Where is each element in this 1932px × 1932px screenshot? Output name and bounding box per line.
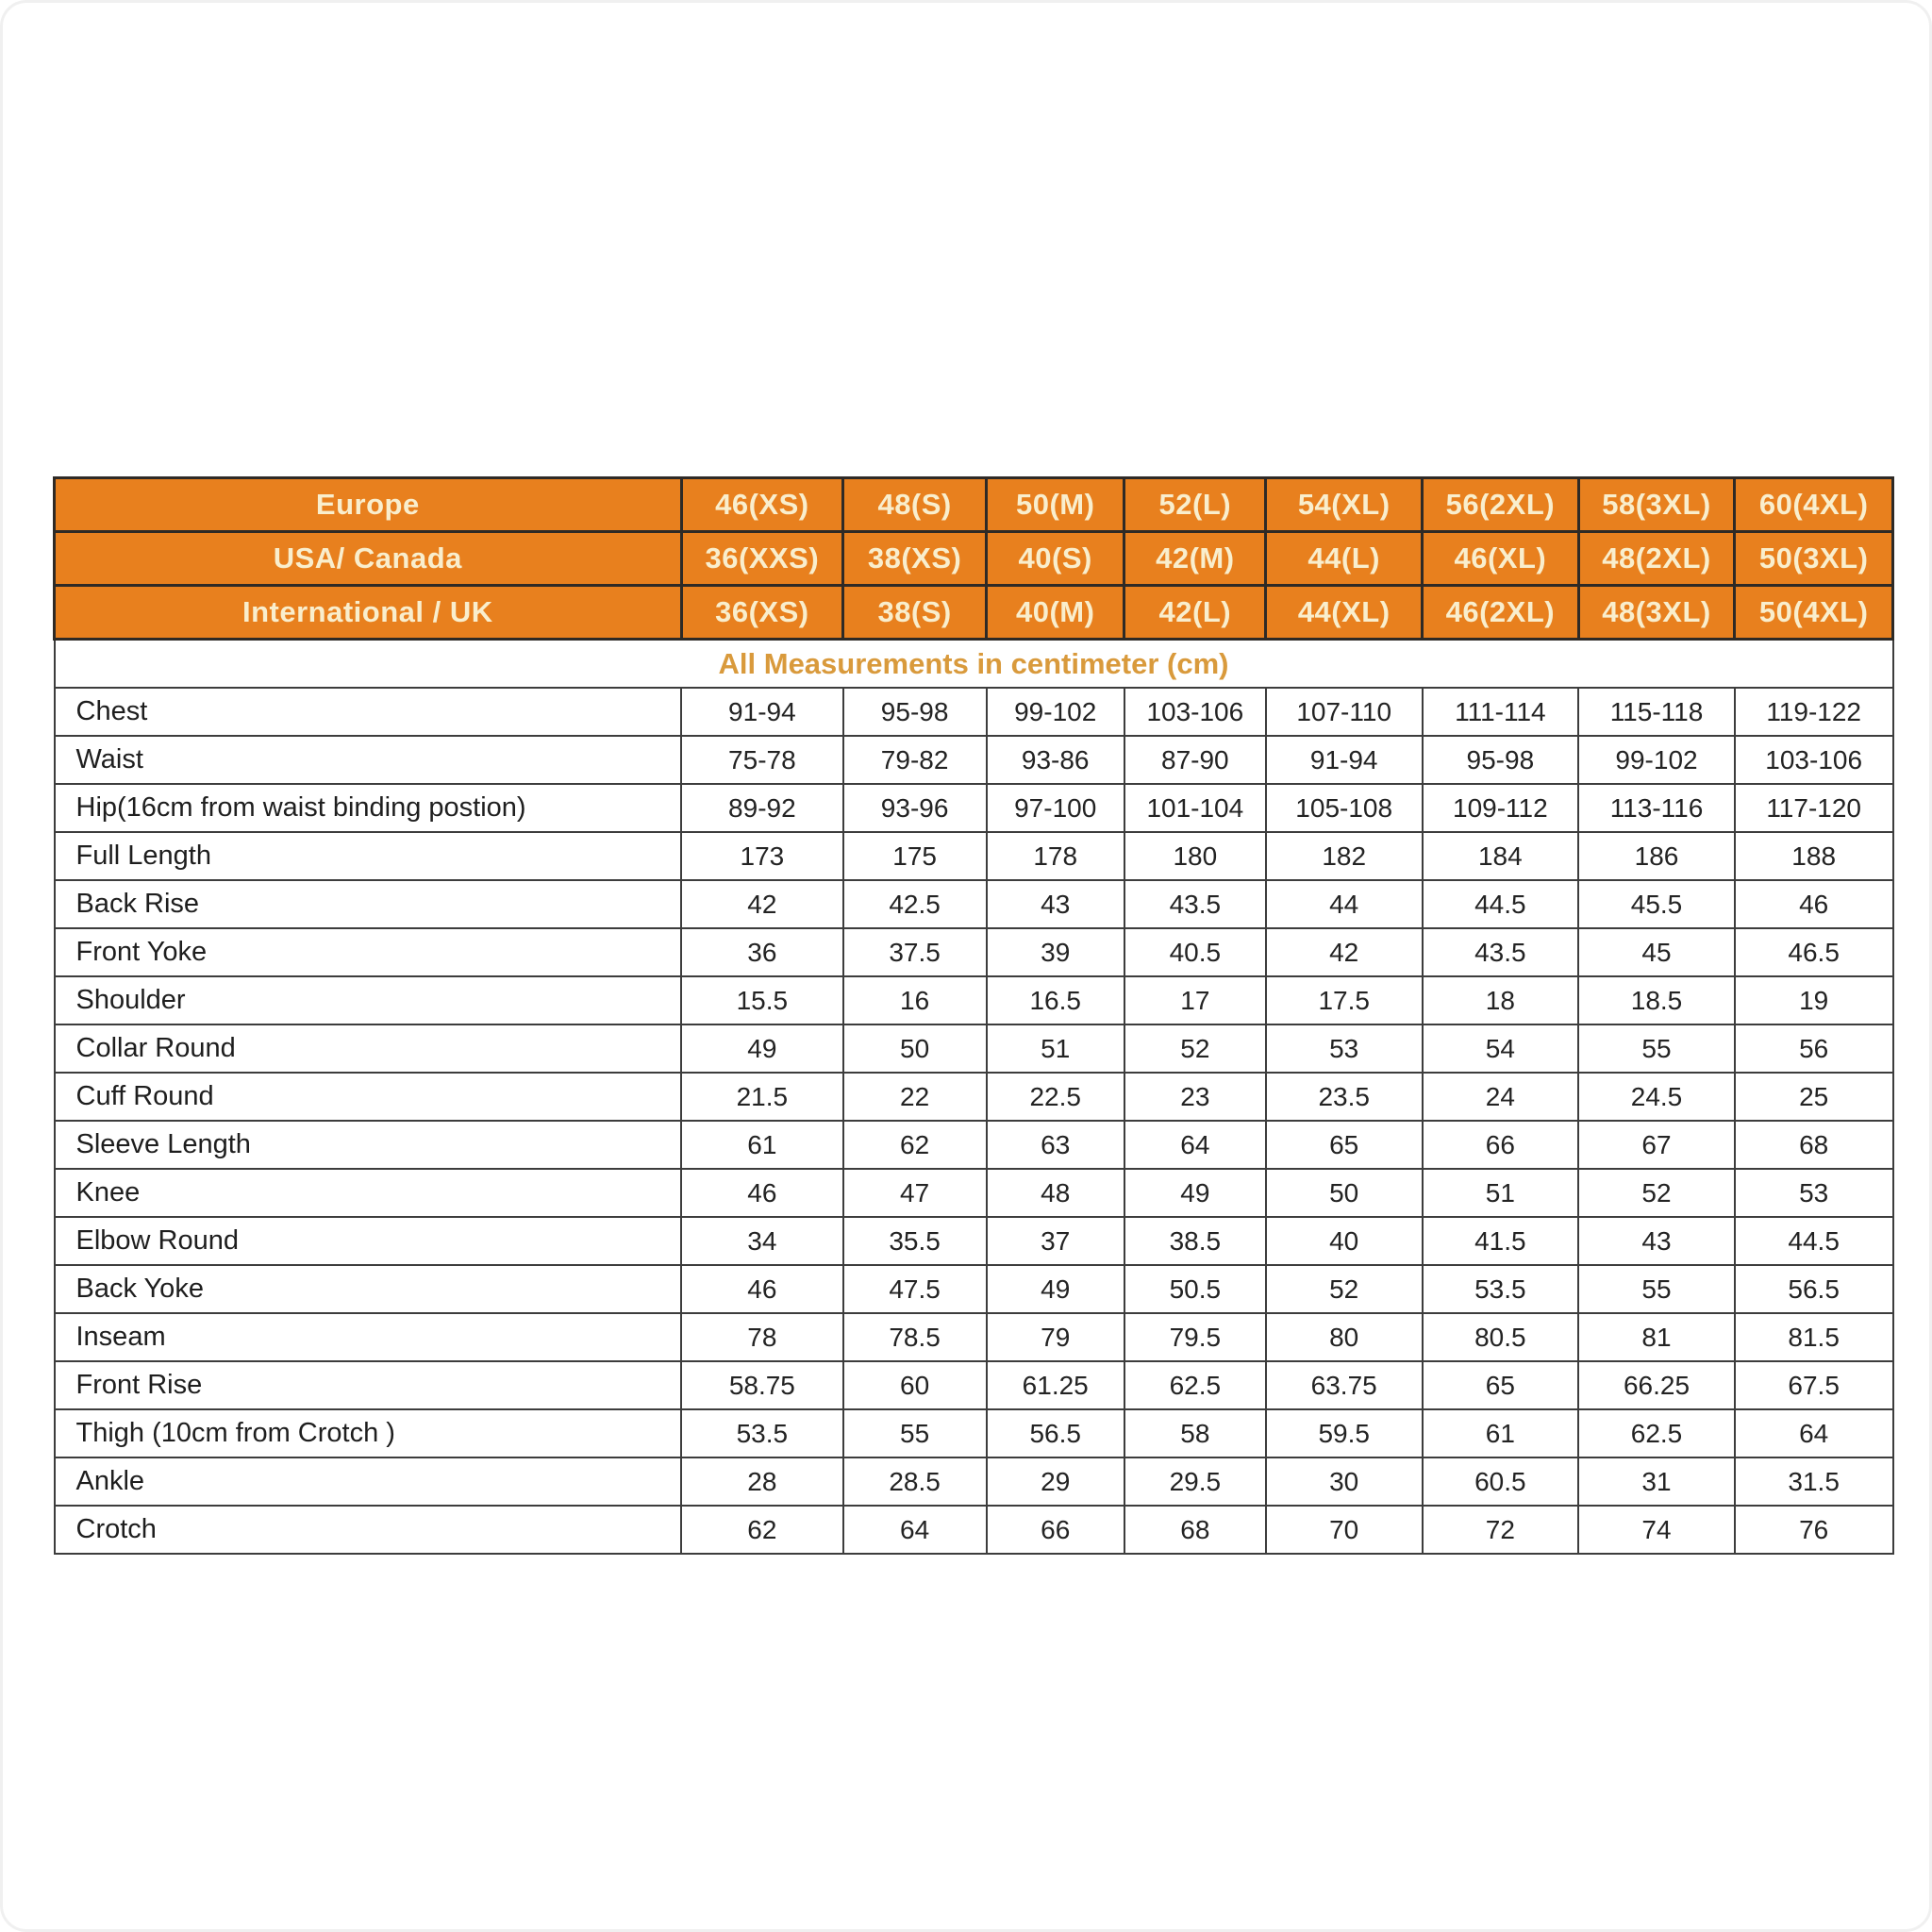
measurement-row [55,1073,1893,1121]
size-chart [53,476,1894,1555]
value-cell: 62 [681,1506,843,1554]
value-cell: 99-102 [987,688,1124,736]
measurement-row [55,1457,1893,1506]
value-cell: 52 [1578,1169,1735,1217]
value-cell: 79.5 [1124,1313,1266,1361]
size-cell: 48(2XL) [1578,532,1735,586]
value-cell: 60.5 [1423,1457,1579,1506]
measurement-row [55,1361,1893,1409]
size-system-label: USA/ Canada [55,532,682,586]
value-cell: 30 [1266,1457,1423,1506]
value-cell: 42.5 [843,880,987,928]
value-cell: 81 [1578,1313,1735,1361]
measurement-row [55,1409,1893,1457]
measurement-row [55,976,1893,1024]
measurement-label: Collar Round [55,1024,682,1073]
value-cell: 18.5 [1578,976,1735,1024]
value-cell: 17.5 [1266,976,1423,1024]
value-cell: 61.25 [987,1361,1124,1409]
value-cell: 55 [843,1409,987,1457]
value-cell: 48 [987,1169,1124,1217]
value-cell: 43 [987,880,1124,928]
value-cell: 47 [843,1169,987,1217]
value-cell: 43 [1578,1217,1735,1265]
value-cell: 58 [1124,1409,1266,1457]
value-cell: 182 [1266,832,1423,880]
value-cell: 173 [681,832,843,880]
size-cell: 36(XS) [681,586,843,640]
value-cell: 51 [1423,1169,1579,1217]
value-cell: 21.5 [681,1073,843,1121]
value-cell: 37.5 [843,928,987,976]
value-cell: 115-118 [1578,688,1735,736]
value-cell: 24.5 [1578,1073,1735,1121]
value-cell: 45.5 [1578,880,1735,928]
value-cell: 40.5 [1124,928,1266,976]
measurement-row [55,1217,1893,1265]
measurement-row [55,1265,1893,1313]
size-cell: 48(3XL) [1578,586,1735,640]
measurement-row [55,1313,1893,1361]
value-cell: 97-100 [987,784,1124,832]
value-cell: 53.5 [681,1409,843,1457]
value-cell: 17 [1124,976,1266,1024]
measurements-body [55,640,1893,1555]
measurement-label: Crotch [55,1506,682,1554]
value-cell: 93-86 [987,736,1124,784]
measurement-note-row [55,640,1893,689]
measurement-label: Shoulder [55,976,682,1024]
value-cell: 117-120 [1735,784,1893,832]
value-cell: 75-78 [681,736,843,784]
size-system-row-2 [55,586,1893,640]
value-cell: 23.5 [1266,1073,1423,1121]
value-cell: 28.5 [843,1457,987,1506]
value-cell: 64 [1735,1409,1893,1457]
value-cell: 42 [1266,928,1423,976]
size-cell: 48(S) [843,478,987,532]
value-cell: 44.5 [1735,1217,1893,1265]
value-cell: 175 [843,832,987,880]
value-cell: 111-114 [1423,688,1579,736]
value-cell: 78 [681,1313,843,1361]
value-cell: 49 [987,1265,1124,1313]
measurement-label: Ankle [55,1457,682,1506]
measurement-label: Back Yoke [55,1265,682,1313]
value-cell: 44.5 [1423,880,1579,928]
value-cell: 67 [1578,1121,1735,1169]
value-cell: 113-116 [1578,784,1735,832]
measurement-label: Cuff Round [55,1073,682,1121]
value-cell: 80.5 [1423,1313,1579,1361]
value-cell: 101-104 [1124,784,1266,832]
value-cell: 56.5 [987,1409,1124,1457]
value-cell: 178 [987,832,1124,880]
value-cell: 184 [1423,832,1579,880]
value-cell: 79-82 [843,736,987,784]
value-cell: 61 [1423,1409,1579,1457]
value-cell: 43.5 [1124,880,1266,928]
value-cell: 119-122 [1735,688,1893,736]
size-system-label: International / UK [55,586,682,640]
value-cell: 67.5 [1735,1361,1893,1409]
value-cell: 53 [1266,1024,1423,1073]
value-cell: 45 [1578,928,1735,976]
value-cell: 28 [681,1457,843,1506]
measurement-label: Back Rise [55,880,682,928]
value-cell: 31 [1578,1457,1735,1506]
value-cell: 65 [1266,1121,1423,1169]
measurement-note: All Measurements in centimeter (cm) [55,640,1893,689]
size-cell: 56(2XL) [1423,478,1579,532]
value-cell: 29 [987,1457,1124,1506]
size-systems-header [55,478,1893,640]
value-cell: 93-96 [843,784,987,832]
size-system-row-1 [55,532,1893,586]
value-cell: 55 [1578,1265,1735,1313]
value-cell: 62.5 [1578,1409,1735,1457]
value-cell: 39 [987,928,1124,976]
value-cell: 76 [1735,1506,1893,1554]
value-cell: 89-92 [681,784,843,832]
value-cell: 49 [681,1024,843,1073]
value-cell: 188 [1735,832,1893,880]
measurement-row [55,736,1893,784]
value-cell: 109-112 [1423,784,1579,832]
value-cell: 60 [843,1361,987,1409]
value-cell: 87-90 [1124,736,1266,784]
value-cell: 105-108 [1266,784,1423,832]
measurement-label: Chest [55,688,682,736]
value-cell: 52 [1124,1024,1266,1073]
value-cell: 18 [1423,976,1579,1024]
value-cell: 56 [1735,1024,1893,1073]
value-cell: 43.5 [1423,928,1579,976]
value-cell: 19 [1735,976,1893,1024]
value-cell: 40 [1266,1217,1423,1265]
value-cell: 63 [987,1121,1124,1169]
size-cell: 46(XL) [1423,532,1579,586]
value-cell: 95-98 [843,688,987,736]
size-system-row-0 [55,478,1893,532]
value-cell: 99-102 [1578,736,1735,784]
value-cell: 24 [1423,1073,1579,1121]
value-cell: 103-106 [1735,736,1893,784]
value-cell: 34 [681,1217,843,1265]
value-cell: 68 [1124,1506,1266,1554]
value-cell: 70 [1266,1506,1423,1554]
measurement-label: Front Yoke [55,928,682,976]
value-cell: 22 [843,1073,987,1121]
value-cell: 64 [1124,1121,1266,1169]
value-cell: 55 [1578,1024,1735,1073]
value-cell: 81.5 [1735,1313,1893,1361]
size-cell: 50(4XL) [1735,586,1893,640]
value-cell: 25 [1735,1073,1893,1121]
value-cell: 46 [681,1169,843,1217]
value-cell: 63.75 [1266,1361,1423,1409]
value-cell: 42 [681,880,843,928]
value-cell: 74 [1578,1506,1735,1554]
value-cell: 61 [681,1121,843,1169]
size-cell: 40(M) [987,586,1124,640]
measurement-row [55,1121,1893,1169]
value-cell: 56.5 [1735,1265,1893,1313]
measurement-label: Front Rise [55,1361,682,1409]
value-cell: 15.5 [681,976,843,1024]
value-cell: 66 [987,1506,1124,1554]
size-cell: 54(XL) [1266,478,1423,532]
measurement-label: Hip(16cm from waist binding postion) [55,784,682,832]
size-cell: 60(4XL) [1735,478,1893,532]
measurement-label: Waist [55,736,682,784]
value-cell: 79 [987,1313,1124,1361]
size-cell: 36(XXS) [681,532,843,586]
size-cell: 42(L) [1124,586,1266,640]
value-cell: 22.5 [987,1073,1124,1121]
size-cell: 50(M) [987,478,1124,532]
value-cell: 52 [1266,1265,1423,1313]
value-cell: 80 [1266,1313,1423,1361]
value-cell: 51 [987,1024,1124,1073]
value-cell: 62 [843,1121,987,1169]
size-cell: 40(S) [987,532,1124,586]
measurement-label: Elbow Round [55,1217,682,1265]
size-chart-table [53,476,1894,1555]
value-cell: 64 [843,1506,987,1554]
size-cell: 58(3XL) [1578,478,1735,532]
value-cell: 36 [681,928,843,976]
value-cell: 91-94 [1266,736,1423,784]
value-cell: 31.5 [1735,1457,1893,1506]
measurement-row [55,928,1893,976]
measurement-row [55,832,1893,880]
value-cell: 50 [843,1024,987,1073]
value-cell: 66.25 [1578,1361,1735,1409]
value-cell: 16.5 [987,976,1124,1024]
size-cell: 52(L) [1124,478,1266,532]
value-cell: 53.5 [1423,1265,1579,1313]
size-system-label: Europe [55,478,682,532]
value-cell: 46 [1735,880,1893,928]
value-cell: 66 [1423,1121,1579,1169]
measurement-row [55,1024,1893,1073]
value-cell: 16 [843,976,987,1024]
size-cell: 38(XS) [843,532,987,586]
value-cell: 58.75 [681,1361,843,1409]
measurement-label: Knee [55,1169,682,1217]
value-cell: 29.5 [1124,1457,1266,1506]
value-cell: 72 [1423,1506,1579,1554]
value-cell: 41.5 [1423,1217,1579,1265]
value-cell: 53 [1735,1169,1893,1217]
size-cell: 42(M) [1124,532,1266,586]
value-cell: 180 [1124,832,1266,880]
value-cell: 50 [1266,1169,1423,1217]
value-cell: 49 [1124,1169,1266,1217]
measurement-row [55,688,1893,736]
value-cell: 44 [1266,880,1423,928]
size-cell: 50(3XL) [1735,532,1893,586]
value-cell: 62.5 [1124,1361,1266,1409]
measurement-row [55,1506,1893,1554]
measurement-label: Thigh (10cm from Crotch ) [55,1409,682,1457]
value-cell: 103-106 [1124,688,1266,736]
value-cell: 68 [1735,1121,1893,1169]
value-cell: 46.5 [1735,928,1893,976]
value-cell: 37 [987,1217,1124,1265]
size-cell: 46(XS) [681,478,843,532]
measurement-label: Sleeve Length [55,1121,682,1169]
value-cell: 107-110 [1266,688,1423,736]
measurement-row [55,1169,1893,1217]
measurement-label: Inseam [55,1313,682,1361]
value-cell: 35.5 [843,1217,987,1265]
measurement-row [55,784,1893,832]
value-cell: 47.5 [843,1265,987,1313]
size-cell: 44(XL) [1266,586,1423,640]
value-cell: 59.5 [1266,1409,1423,1457]
value-cell: 95-98 [1423,736,1579,784]
measurement-label: Full Length [55,832,682,880]
value-cell: 38.5 [1124,1217,1266,1265]
size-cell: 38(S) [843,586,987,640]
value-cell: 50.5 [1124,1265,1266,1313]
value-cell: 23 [1124,1073,1266,1121]
value-cell: 54 [1423,1024,1579,1073]
value-cell: 46 [681,1265,843,1313]
value-cell: 91-94 [681,688,843,736]
value-cell: 78.5 [843,1313,987,1361]
value-cell: 186 [1578,832,1735,880]
size-cell: 46(2XL) [1423,586,1579,640]
size-cell: 44(L) [1266,532,1423,586]
measurement-row [55,880,1893,928]
value-cell: 65 [1423,1361,1579,1409]
